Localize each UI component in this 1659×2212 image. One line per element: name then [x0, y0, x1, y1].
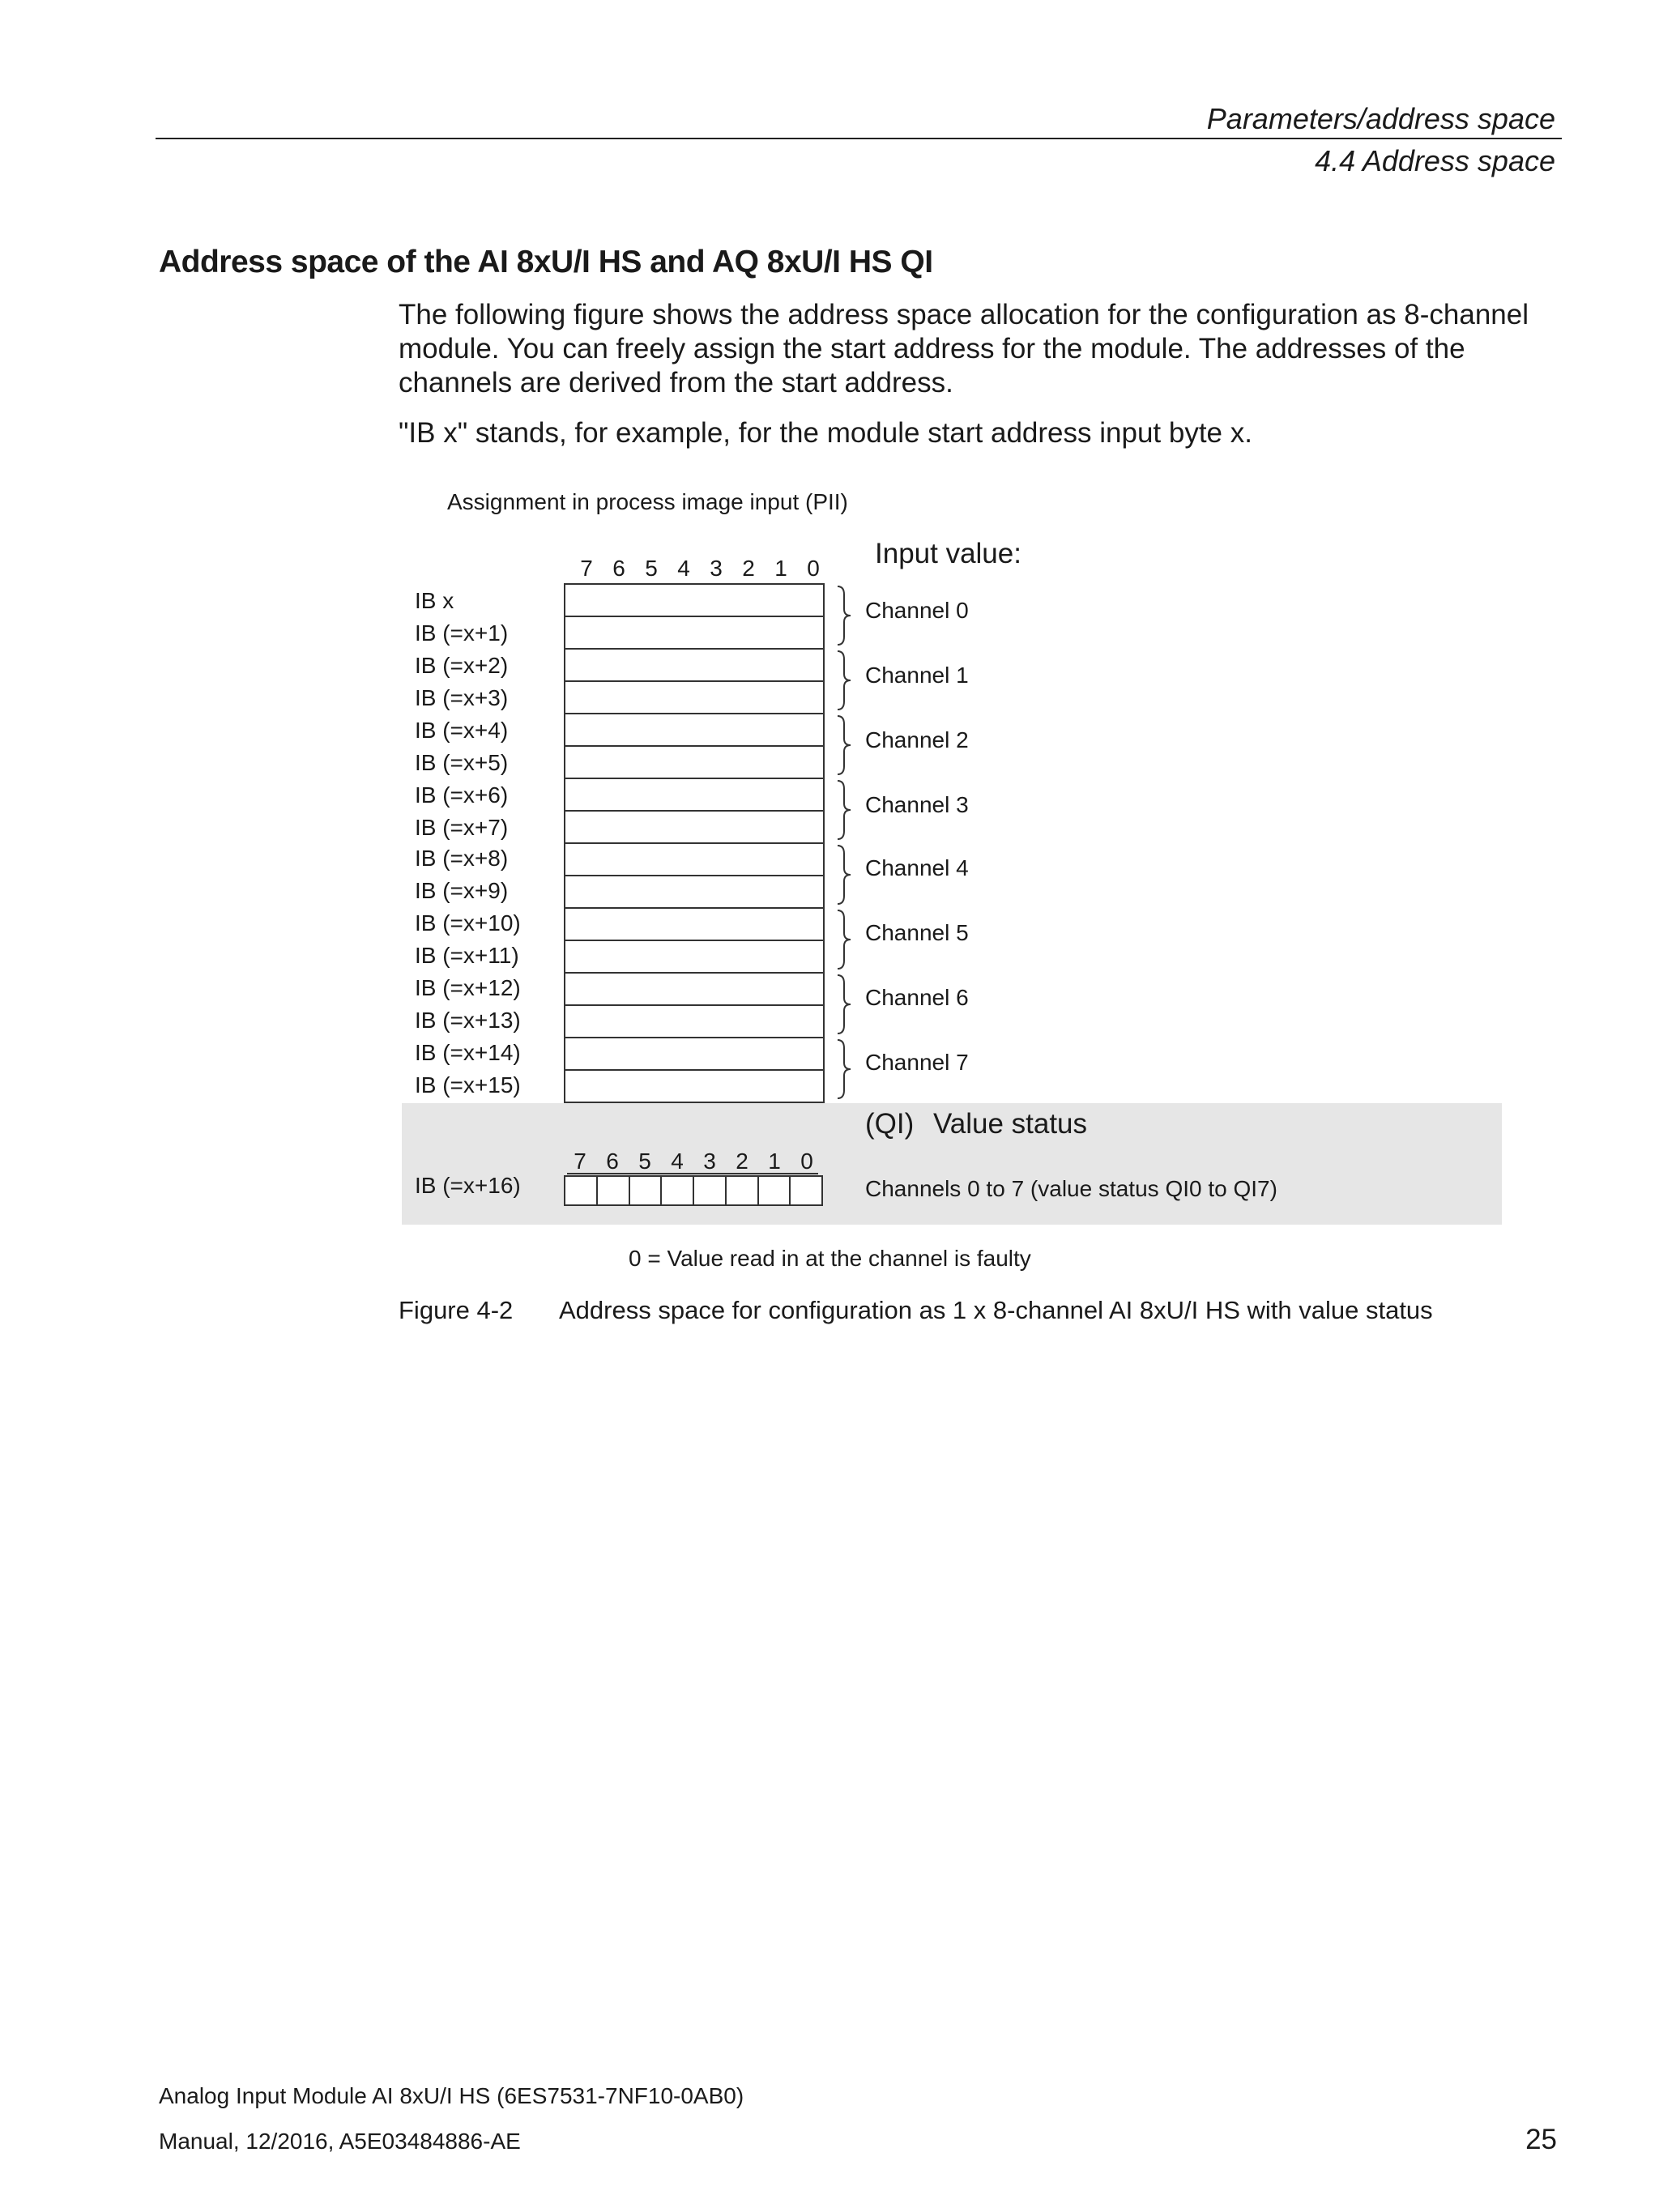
ib-label: IB (=x+1) — [415, 620, 509, 646]
byte-box — [564, 745, 825, 779]
ib-label: IB (=x+14) — [415, 1040, 521, 1065]
bit-number: 1 — [768, 1149, 781, 1174]
channel-label: Channel 1 — [865, 663, 969, 688]
byte-box — [564, 842, 825, 876]
intro-note: "IB x" stands, for example, for the module start address input byte x. — [399, 417, 1252, 449]
brace-icon — [834, 974, 854, 1035]
bit-cell — [693, 1175, 727, 1206]
input-value-label: Input value: — [875, 538, 1021, 569]
byte-box — [564, 616, 825, 650]
bit-number: 0 — [807, 556, 820, 581]
figure-caption-text: Address space for configuration as 1 x 8-channel AI 8xU/I HS with value status — [559, 1296, 1433, 1324]
brace-icon — [834, 779, 854, 841]
brace-icon — [834, 844, 854, 906]
intro-line: channels are derived from the start address. — [399, 367, 953, 399]
status-bit-numbers — [564, 1149, 823, 1174]
page-number: 25 — [1525, 2124, 1557, 2155]
byte-box — [564, 972, 825, 1006]
bit-cell — [596, 1175, 630, 1206]
ib-label: IB (=x+3) — [415, 685, 509, 710]
bit-number: 4 — [677, 556, 690, 581]
bit-number: 7 — [580, 556, 593, 581]
ib-label: IB (=x+13) — [415, 1008, 521, 1033]
status-bit-cells — [564, 1175, 823, 1206]
ib-label: IB (=x+6) — [415, 782, 509, 808]
byte-box — [564, 1037, 825, 1071]
bit-number: 3 — [710, 556, 723, 581]
channel-label: Channel 2 — [865, 727, 969, 752]
footer-product: Analog Input Module AI 8xU/I HS (6ES7531-7NF10-0AB0) — [159, 2083, 744, 2108]
ib-label: IB (=x+9) — [415, 878, 509, 903]
byte-box — [564, 810, 825, 844]
ib-label: IB (=x+2) — [415, 653, 509, 678]
ib-label: IB (=x+4) — [415, 718, 509, 743]
bit-underline — [567, 1173, 818, 1174]
byte-box — [564, 713, 825, 747]
status-byte-label: IB (=x+16) — [415, 1173, 521, 1198]
ib-label: IB (=x+15) — [415, 1072, 521, 1097]
brace-icon — [834, 1038, 854, 1100]
bit-cell — [564, 1175, 598, 1206]
status-description: Channels 0 to 7 (value status QI0 to QI7) — [865, 1176, 1277, 1201]
ib-label: IB (=x+12) — [415, 975, 521, 1000]
header-subsection-title: 4.4 Address space — [1315, 144, 1555, 177]
bit-number: 2 — [736, 1149, 748, 1174]
ib-label: IB (=x+8) — [415, 846, 509, 871]
bit-number: 6 — [606, 1149, 619, 1174]
byte-box — [564, 778, 825, 812]
intro-line: The following figure shows the address space allocation for the configuration as 8-channel — [399, 299, 1529, 330]
byte-box — [564, 907, 825, 941]
bit-cell — [629, 1175, 663, 1206]
bit-cell — [725, 1175, 759, 1206]
qi-label: (QI) — [865, 1108, 915, 1140]
bit-number: 7 — [574, 1149, 586, 1174]
header-rule — [156, 138, 1562, 139]
byte-box — [564, 583, 825, 617]
header-section-title: Parameters/address space — [1206, 102, 1555, 135]
ib-label: IB (=x+7) — [415, 815, 509, 840]
intro-line: module. You can freely assign the start address for the module. The addresses of the — [399, 333, 1465, 364]
bit-number: 4 — [671, 1149, 684, 1174]
value-status-title: Value status — [933, 1108, 1088, 1140]
byte-box — [564, 1069, 825, 1103]
intro-paragraph — [399, 298, 1549, 400]
bit-number: 6 — [612, 556, 625, 581]
brace-icon — [834, 585, 854, 646]
byte-box — [564, 875, 825, 909]
channel-label: Channel 4 — [865, 855, 969, 880]
bit-number: 0 — [800, 1149, 813, 1174]
bit-number: 3 — [703, 1149, 716, 1174]
channel-label: Channel 5 — [865, 920, 969, 945]
bit-number: 2 — [742, 556, 755, 581]
bit-cell — [757, 1175, 791, 1206]
ib-label: IB (=x+10) — [415, 910, 521, 936]
section-heading: Address space of the AI 8xU/I HS and AQ 8xU/I HS QI — [159, 245, 933, 279]
figure-caption-number: Figure 4-2 — [399, 1296, 514, 1324]
bit-cell — [789, 1175, 823, 1206]
faulty-note: 0 = Value read in at the channel is faulty — [629, 1246, 1031, 1271]
ib-label: IB (=x+11) — [415, 943, 519, 968]
byte-box — [564, 648, 825, 682]
channel-label: Channel 7 — [865, 1050, 969, 1075]
brace-icon — [834, 714, 854, 776]
channel-label: Channel 6 — [865, 985, 969, 1010]
byte-box — [564, 1004, 825, 1038]
footer-manual: Manual, 12/2016, A5E03484886-AE — [159, 2129, 521, 2154]
bit-numbers-header — [570, 556, 830, 582]
ib-label: IB x — [415, 588, 454, 613]
bit-number: 5 — [645, 556, 658, 581]
assignment-label: Assignment in process image input (PII) — [447, 489, 848, 514]
ib-label: IB (=x+5) — [415, 750, 509, 775]
bit-number: 5 — [638, 1149, 651, 1174]
bit-number: 1 — [774, 556, 787, 581]
brace-icon — [834, 909, 854, 970]
channel-label: Channel 3 — [865, 792, 969, 817]
bit-cell — [660, 1175, 694, 1206]
byte-box — [564, 940, 825, 974]
brace-icon — [834, 650, 854, 711]
channel-label: Channel 0 — [865, 598, 969, 623]
byte-box — [564, 680, 825, 714]
